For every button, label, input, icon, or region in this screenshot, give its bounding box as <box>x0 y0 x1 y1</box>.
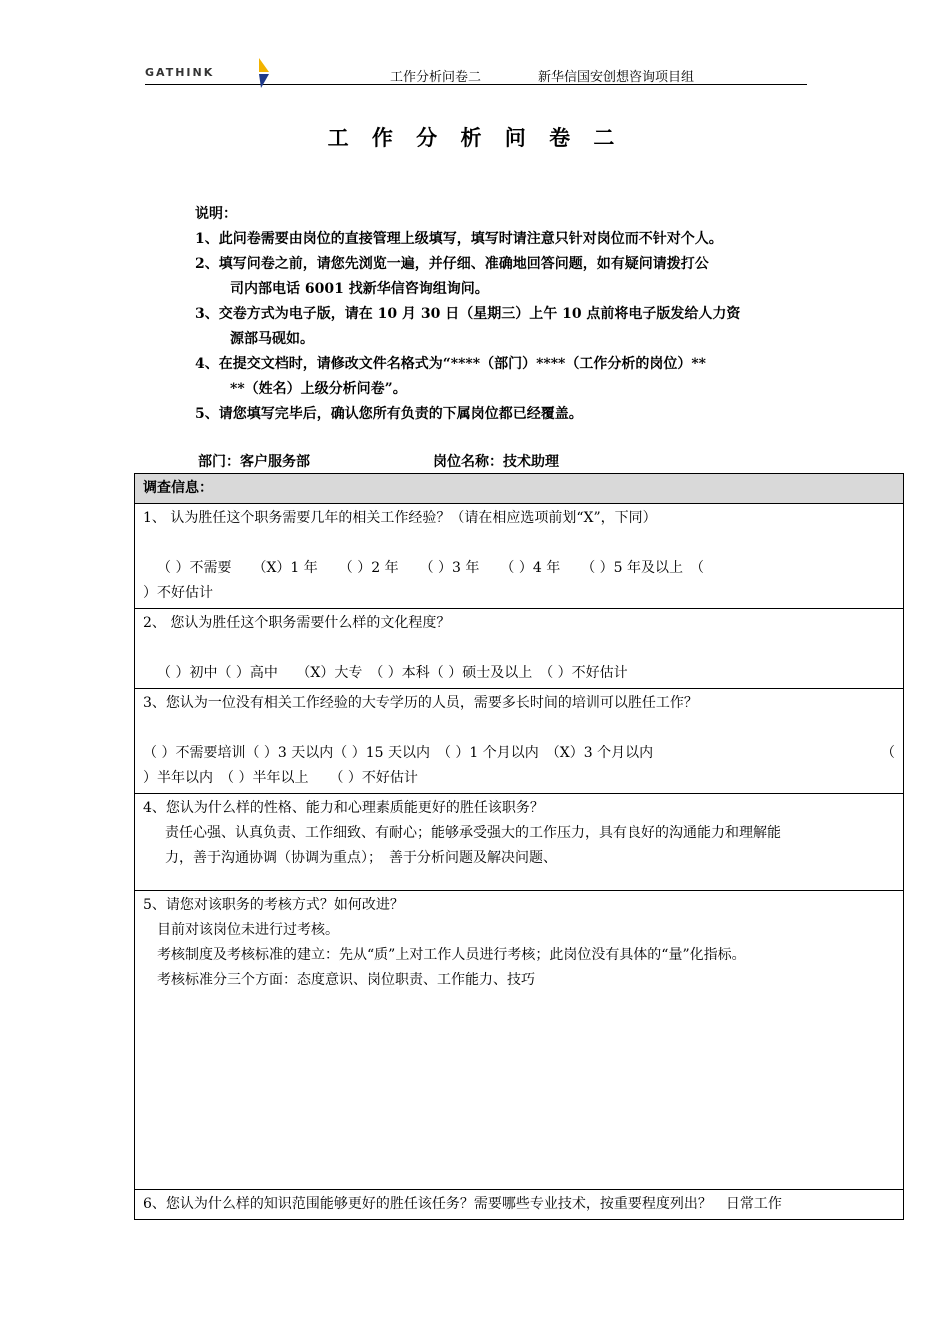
logo-mark-icon <box>257 58 271 88</box>
question-6: 6、您认为什么样的知识范围能够更好的胜任该任务？需要哪些专业技术，按重要程度列出？ 日常工作 <box>143 1196 782 1212</box>
question-4-answer-2[interactable]: 力，善于沟通协调（协调为重点）； 善于分析问题及解决问题、 <box>165 850 557 866</box>
question-4-answer-1[interactable]: 责任心强、认真负责、工作细致、有耐心；能够承受强大的工作压力，具有良好的沟通能力和理解能 <box>165 825 781 841</box>
instruction-item-1: 1、此问卷需要由岗位的直接管理上级填写，填写时请注意只针对岗位而不针对个人。 <box>195 231 723 247</box>
question-3: 3、您认为一位没有相关工作经验的大专学历的人员，需要多长时间的培训可以胜任工作？ <box>143 695 698 711</box>
question-5: 5、请您对该职务的考核方式？如何改进？ <box>143 897 404 913</box>
question-3-options-end: （ <box>881 745 895 761</box>
header-project-group: 新华信国安创想咨询项目组 <box>538 70 695 85</box>
instruction-item-4-cont: **（姓名）上级分析问卷”。 <box>230 381 407 397</box>
document-title: 工 作 分 析 问 卷 二 <box>327 125 623 150</box>
instruction-item-3: 3、交卷方式为电子版，请在 10 月 30 日（星期三）上午 10 点前将电子版发给人力资 <box>195 306 741 322</box>
question-5-answer-3[interactable]: 考核标准分三个方面：态度意识、岗位职责、工作能力、技巧 <box>157 972 535 988</box>
page-header <box>145 58 807 85</box>
question-3-options[interactable] <box>143 741 895 766</box>
logo-text: GATHINK <box>145 66 215 79</box>
question-1-options[interactable]: （ ）不需要 （X）1 年 （ ）2 年 （ ）3 年 （ ）4 年 （ ）5 年及以上 （ <box>157 560 705 576</box>
question-4: 4、您认为什么样的性格、能力和心理素质能更好的胜任该职务？ <box>143 800 544 816</box>
question-1-row <box>135 504 904 609</box>
survey-table <box>134 473 904 1220</box>
instructions-heading: 说明： <box>195 206 237 222</box>
department-label: 部门：客户服务部 <box>198 454 310 470</box>
question-5-row <box>135 891 904 1190</box>
question-3-options-cont[interactable]: ）半年以内 （ ）半年以上 （ ）不好估计 <box>143 770 418 786</box>
question-1-options-cont[interactable]: ）不好估计 <box>143 585 213 601</box>
position-label: 岗位名称：技术助理 <box>433 454 559 470</box>
question-4-row <box>135 794 904 891</box>
question-5-answer-1[interactable]: 目前对该岗位未进行过考核。 <box>157 922 339 938</box>
question-3-row <box>135 689 904 794</box>
instruction-item-2-cont: 司内部电话 6001 找新华信咨询组询问。 <box>230 281 489 297</box>
question-6-row <box>135 1190 904 1220</box>
survey-heading: 调查信息： <box>135 474 904 504</box>
question-2-row <box>135 609 904 689</box>
header-doc-name: 工作分析问卷二 <box>390 70 482 85</box>
instructions-block <box>195 202 835 427</box>
instruction-item-2: 2、填写问卷之前，请您先浏览一遍，并仔细、准确地回答问题，如有疑问请拨打公 <box>195 256 709 272</box>
instruction-item-3-cont: 源部马砚如。 <box>230 331 314 347</box>
department-row <box>198 451 559 471</box>
question-5-answer-2[interactable]: 考核制度及考核标准的建立：先从“质”上对工作人员进行考核；此岗位没有具体的“量”化指标。 <box>157 947 746 963</box>
question-2: 2、 您认为胜任这个职务需要什么样的文化程度？ <box>143 615 451 631</box>
question-1: 1、 认为胜任这个职务需要几年的相关工作经验？（请在相应选项前划“X”，下同） <box>143 510 657 526</box>
question-2-options[interactable]: （ ）初中（ ）高中 （X）大专 （ ）本科（ ）硕士及以上 （ ）不好估计 <box>157 665 628 681</box>
instruction-item-4: 4、在提交文档时，请修改文件名格式为“****（部门）****（工作分析的岗位）** <box>195 356 707 372</box>
instruction-item-5: 5、请您填写完毕后，确认您所有负责的下属岗位都已经覆盖。 <box>195 406 583 422</box>
question-3-options-text[interactable]: （ ）不需要培训（ ）3 天以内（ ）15 天以内 （ ）1 个月以内 （X）3 个月以内 <box>143 745 654 761</box>
